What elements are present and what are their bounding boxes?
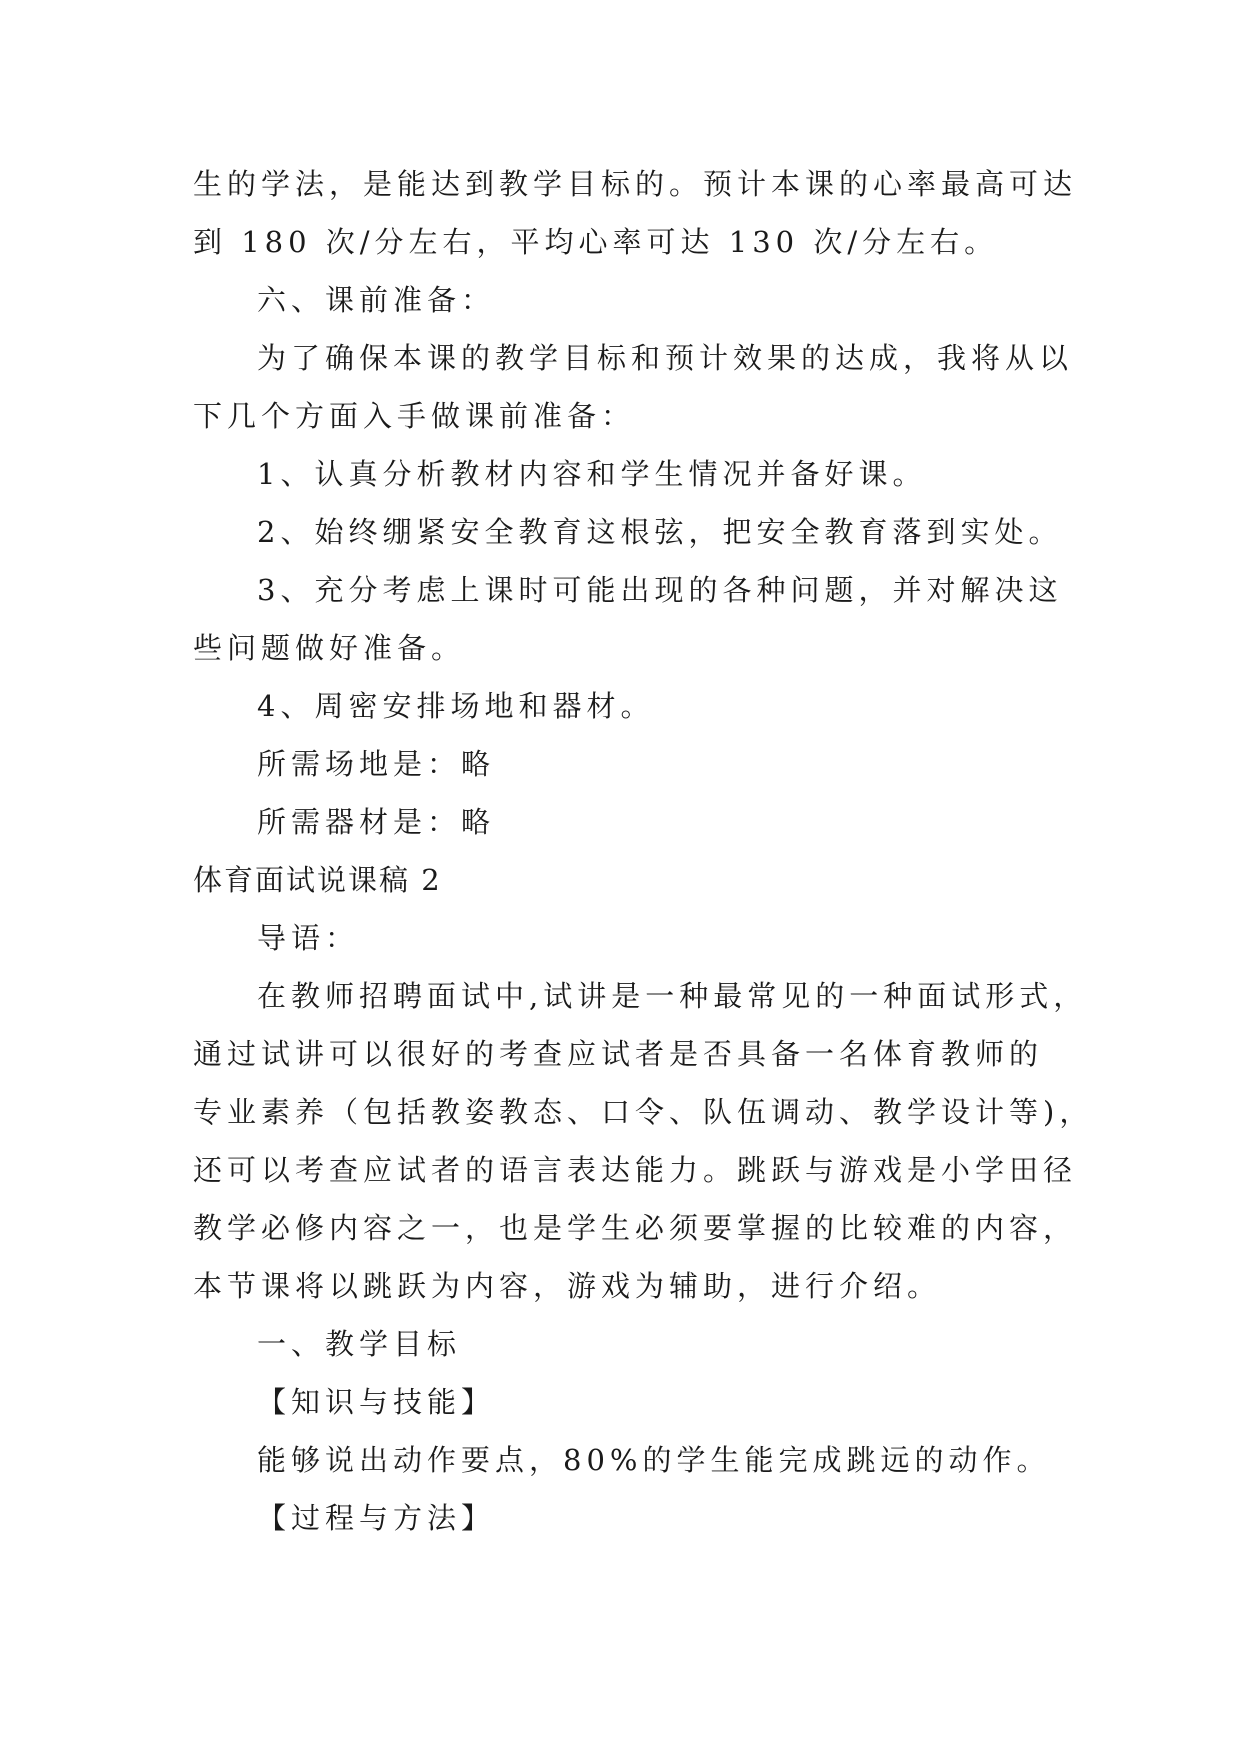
paragraph-line: 能够说出动作要点，80%的学生能完成跳远的动作。 [257, 1443, 1051, 1477]
section-heading-goals: 一、教学目标 [257, 1327, 462, 1361]
list-item: 2、始终绷紧安全教育这根弦，把安全教育落到实处。 [257, 515, 1063, 549]
paragraph-line: 生的学法，是能达到教学目标的。预计本课的心率最高可达 [193, 167, 1078, 201]
list-item: 4、周密安排场地和器材。 [257, 689, 655, 723]
paragraph-line: 在教师招聘面试中,试讲是一种最常见的一种面试形式， [257, 979, 1088, 1013]
paragraph-line: 所需器材是：略 [257, 805, 496, 839]
paragraph-line: 专业素养（包括教姿教态、口令、队伍调动、教学设计等)， [193, 1095, 1094, 1129]
paragraph-line: 到 180 次/分左右，平均心率可达 130 次/分左右。 [193, 225, 999, 259]
list-item: 1、认真分析教材内容和学生情况并备好课。 [257, 457, 927, 491]
section-heading-preparation: 六、课前准备： [257, 283, 496, 317]
paragraph-line: 所需场地是：略 [257, 747, 496, 781]
paragraph-line: 教学必修内容之一，也是学生必须要掌握的比较难的内容， [193, 1211, 1078, 1245]
section-heading-intro: 导语： [257, 921, 360, 955]
paragraph-line: 还可以考查应试者的语言表达能力。跳跃与游戏是小学田径 [193, 1153, 1078, 1187]
subheading-knowledge-skills: 【知识与技能】 [257, 1385, 496, 1419]
paragraph-line: 为了确保本课的教学目标和预计效果的达成，我将从以 [257, 341, 1074, 375]
subheading-process-method: 【过程与方法】 [257, 1501, 496, 1535]
paragraph-line: 下几个方面入手做课前准备： [193, 399, 636, 433]
list-item: 3、充分考虑上课时可能出现的各种问题，并对解决这 [257, 573, 1063, 607]
document-title: 体育面试说课稿 2 [193, 863, 442, 897]
paragraph-line: 些问题做好准备。 [193, 631, 466, 665]
paragraph-line: 本节课将以跳跃为内容，游戏为辅助，进行介绍。 [193, 1269, 942, 1303]
paragraph-line: 通过试讲可以很好的考查应试者是否具备一名体育教师的 [193, 1037, 1044, 1071]
